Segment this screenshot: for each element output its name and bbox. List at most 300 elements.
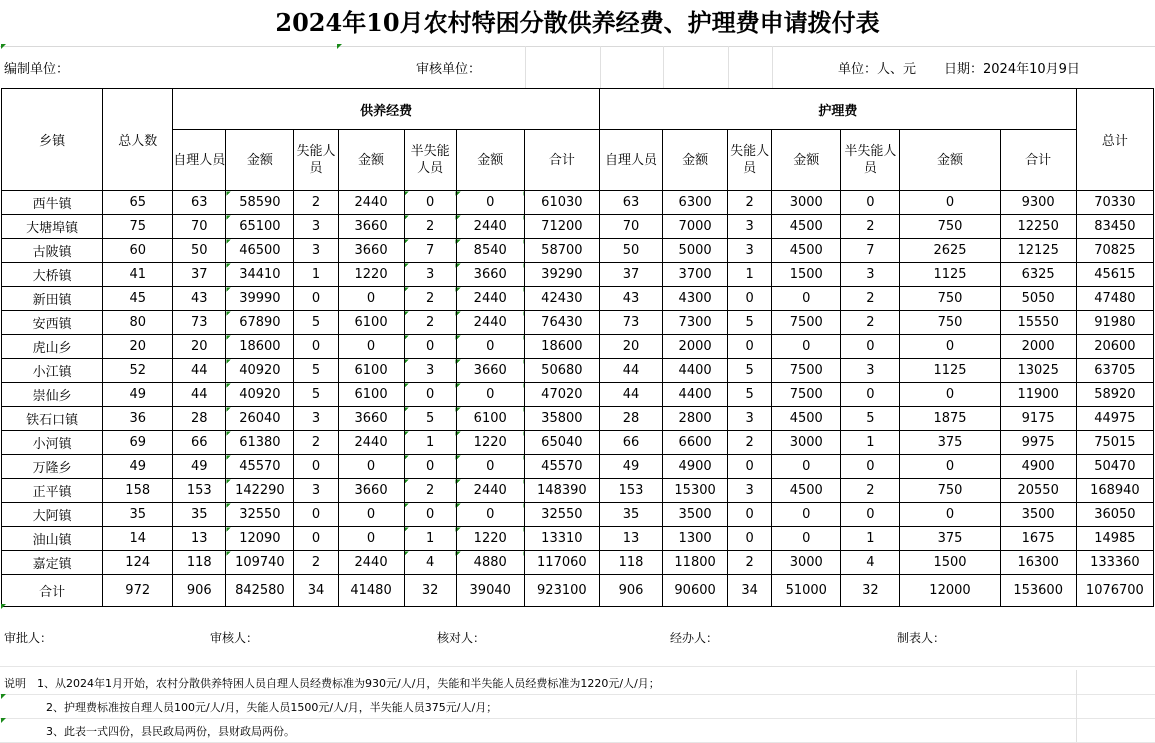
- cell-care-semi-disabled-amount: 750: [900, 287, 1000, 311]
- cell-total-people: 35: [103, 503, 173, 527]
- cell-care-disabled-count: 2: [728, 551, 772, 575]
- header-amount: 金额: [772, 130, 841, 191]
- cell-self-care-amount: 65100: [226, 215, 294, 239]
- cell-total-people: 69: [103, 431, 173, 455]
- cell-disabled-amount: 1220: [338, 263, 404, 287]
- cell-care-semi-disabled-count: 2: [841, 287, 900, 311]
- header-semi-disabled: 半失能人员: [841, 130, 900, 191]
- cell-care-self-care-amount: 4900: [663, 455, 728, 479]
- cell-care-self-care-count: 63: [599, 191, 662, 215]
- cell-care-self-care-count: 44: [599, 359, 662, 383]
- cell-self-care-amount: 34410: [226, 263, 294, 287]
- cell-care-semi-disabled-amount: 2625: [900, 239, 1000, 263]
- cell-semi-disabled-amount: 2440: [456, 287, 524, 311]
- cell-semi-disabled-count: 0: [404, 455, 456, 479]
- cell-care-subtotal: 12125: [1000, 239, 1076, 263]
- total-semi-disabled-count: 32: [404, 575, 456, 607]
- cell-care-disabled-amount: 4500: [772, 479, 841, 503]
- cell-town: 小江镇: [2, 359, 103, 383]
- note-1: [0, 670, 1155, 695]
- cell-care-semi-disabled-amount: 750: [900, 479, 1000, 503]
- cell-care-disabled-count: 0: [728, 287, 772, 311]
- cell-disabled-amount: 6100: [338, 311, 404, 335]
- cell-care-disabled-amount: 0: [772, 527, 841, 551]
- cell-semi-disabled-count: 7: [404, 239, 456, 263]
- cell-disabled-amount: 0: [338, 287, 404, 311]
- cell-care-semi-disabled-amount: 1875: [900, 407, 1000, 431]
- cell-care-self-care-count: 66: [599, 431, 662, 455]
- header-care: 护理费: [599, 89, 1076, 130]
- cell-semi-disabled-count: 0: [404, 503, 456, 527]
- cell-self-care-count: 44: [173, 383, 226, 407]
- cell-care-self-care-count: 73: [599, 311, 662, 335]
- cell-self-care-amount: 12090: [226, 527, 294, 551]
- cell-self-care-amount: 46500: [226, 239, 294, 263]
- cell-disabled-count: 3: [294, 407, 338, 431]
- cell-self-care-amount: 40920: [226, 383, 294, 407]
- cell-grand-total: 45615: [1076, 263, 1153, 287]
- cell-care-semi-disabled-count: 2: [841, 311, 900, 335]
- cell-semi-disabled-count: 0: [404, 335, 456, 359]
- cell-care-self-care-amount: 4300: [663, 287, 728, 311]
- cell-total-people: 49: [103, 455, 173, 479]
- cell-care-semi-disabled-count: 0: [841, 503, 900, 527]
- cell-care-semi-disabled-count: 0: [841, 191, 900, 215]
- cell-care-subtotal: 16300: [1000, 551, 1076, 575]
- cell-self-care-count: 20: [173, 335, 226, 359]
- header-amount: 金额: [663, 130, 728, 191]
- cell-self-care-amount: 67890: [226, 311, 294, 335]
- cell-town: 万隆乡: [2, 455, 103, 479]
- cell-care-disabled-amount: 0: [772, 287, 841, 311]
- cell-care-semi-disabled-amount: 375: [900, 431, 1000, 455]
- note-text: 说明 1、从2024年1月开始，农村分散供养特困人员自理人员经费标准为930元/人/月，失能和半失能人员经费标准为1220元/人/月；: [4, 677, 660, 690]
- cell-total-people: 65: [103, 191, 173, 215]
- cell-disabled-count: 0: [294, 527, 338, 551]
- cell-grand-total: 36050: [1076, 503, 1153, 527]
- cell-care-disabled-count: 0: [728, 527, 772, 551]
- cell-disabled-amount: 0: [338, 335, 404, 359]
- cell-care-self-care-amount: 1300: [663, 527, 728, 551]
- cell-semi-disabled-count: 0: [404, 383, 456, 407]
- cell-disabled-amount: 3660: [338, 407, 404, 431]
- cell-semi-disabled-count: 0: [404, 191, 456, 215]
- total-care-disabled-count: 34: [728, 575, 772, 607]
- cell-town: 崇仙乡: [2, 383, 103, 407]
- cell-care-semi-disabled-amount: 375: [900, 527, 1000, 551]
- compiler-label: 编制单位：: [4, 62, 70, 77]
- cell-self-care-amount: 61380: [226, 431, 294, 455]
- note-2: [0, 694, 1155, 719]
- cell-town: 安西镇: [2, 311, 103, 335]
- cell-disabled-amount: 6100: [338, 383, 404, 407]
- cell-care-subtotal: 3500: [1000, 503, 1076, 527]
- cell-disabled-amount: 2440: [338, 191, 404, 215]
- date-label: 日期：2024年10月9日: [944, 62, 1080, 77]
- cell-care-semi-disabled-amount: 0: [900, 455, 1000, 479]
- cell-self-care-count: 118: [173, 551, 226, 575]
- table-row: [2, 215, 1154, 239]
- cell-self-care-amount: 40920: [226, 359, 294, 383]
- cell-semi-disabled-count: 3: [404, 263, 456, 287]
- header-amount: 金额: [456, 130, 524, 191]
- total-care-semi-disabled-count: 32: [841, 575, 900, 607]
- cell-self-care-count: 13: [173, 527, 226, 551]
- allocation-table: [1, 88, 1154, 607]
- cell-care-self-care-count: 70: [599, 215, 662, 239]
- cell-care-subtotal: 1675: [1000, 527, 1076, 551]
- cell-support-subtotal: 13310: [524, 527, 599, 551]
- info-row: [0, 46, 1155, 88]
- total-grand-total: 1076700: [1076, 575, 1153, 607]
- cell-grand-total: 63705: [1076, 359, 1153, 383]
- cell-care-semi-disabled-amount: 0: [900, 335, 1000, 359]
- cell-care-self-care-count: 118: [599, 551, 662, 575]
- total-support-subtotal: 923100: [524, 575, 599, 607]
- note-3: [0, 718, 1155, 743]
- cell-town: 西牛镇: [2, 191, 103, 215]
- cell-semi-disabled-amount: 1220: [456, 527, 524, 551]
- cell-support-subtotal: 47020: [524, 383, 599, 407]
- cell-semi-disabled-amount: 2440: [456, 479, 524, 503]
- maker-label: 制表人：: [897, 631, 946, 645]
- cell-care-self-care-count: 20: [599, 335, 662, 359]
- cell-total-people: 60: [103, 239, 173, 263]
- table-row: [2, 287, 1154, 311]
- cell-grand-total: 91980: [1076, 311, 1153, 335]
- cell-care-self-care-count: 35: [599, 503, 662, 527]
- cell-town: 虎山乡: [2, 335, 103, 359]
- cell-care-subtotal: 4900: [1000, 455, 1076, 479]
- cell-disabled-amount: 0: [338, 503, 404, 527]
- cell-marker-icon: [1, 694, 6, 699]
- cell-care-disabled-amount: 3000: [772, 551, 841, 575]
- reviewer-label: 审核单位：: [416, 62, 482, 77]
- cell-semi-disabled-amount: 0: [456, 503, 524, 527]
- total-care-self-care-count: 906: [599, 575, 662, 607]
- cell-grand-total: 168940: [1076, 479, 1153, 503]
- cell-care-semi-disabled-count: 1: [841, 431, 900, 455]
- cell-total-people: 52: [103, 359, 173, 383]
- cell-care-self-care-count: 43: [599, 287, 662, 311]
- cell-care-semi-disabled-count: 2: [841, 215, 900, 239]
- unit-label: 单位：人、元: [838, 62, 917, 77]
- cell-care-semi-disabled-amount: 750: [900, 311, 1000, 335]
- cell-semi-disabled-count: 2: [404, 215, 456, 239]
- cell-town: 小河镇: [2, 431, 103, 455]
- cell-care-disabled-count: 2: [728, 431, 772, 455]
- cell-self-care-amount: 32550: [226, 503, 294, 527]
- cell-care-self-care-amount: 2000: [663, 335, 728, 359]
- cell-semi-disabled-amount: 0: [456, 335, 524, 359]
- total-self-care-count: 906: [173, 575, 226, 607]
- header-subtotal: 合计: [1000, 130, 1076, 191]
- cell-grand-total: 83450: [1076, 215, 1153, 239]
- cell-grand-total: 47480: [1076, 287, 1153, 311]
- cell-care-disabled-amount: 4500: [772, 215, 841, 239]
- cell-care-self-care-amount: 3500: [663, 503, 728, 527]
- cell-care-disabled-count: 2: [728, 191, 772, 215]
- cell-care-self-care-count: 49: [599, 455, 662, 479]
- cell-disabled-amount: 2440: [338, 551, 404, 575]
- header-self-care: 自理人员: [599, 130, 662, 191]
- table-row: [2, 407, 1154, 431]
- cell-semi-disabled-count: 4: [404, 551, 456, 575]
- cell-care-semi-disabled-amount: 750: [900, 215, 1000, 239]
- cell-disabled-count: 0: [294, 455, 338, 479]
- cell-care-subtotal: 13025: [1000, 359, 1076, 383]
- cell-self-care-amount: 109740: [226, 551, 294, 575]
- cell-semi-disabled-count: 3: [404, 359, 456, 383]
- cell-disabled-count: 5: [294, 311, 338, 335]
- header-semi-disabled: 半失能人员: [404, 130, 456, 191]
- cell-self-care-amount: 58590: [226, 191, 294, 215]
- header-grand-total: 总计: [1076, 89, 1153, 191]
- cell-care-semi-disabled-count: 7: [841, 239, 900, 263]
- cell-semi-disabled-amount: 0: [456, 383, 524, 407]
- cell-self-care-amount: 18600: [226, 335, 294, 359]
- table-row: [2, 551, 1154, 575]
- note-text: 2、护理费标准按自理人员100元/人/月，失能人员1500元/人/月，半失能人员375元/人/月；: [46, 701, 498, 714]
- cell-support-subtotal: 61030: [524, 191, 599, 215]
- table-row: [2, 335, 1154, 359]
- cell-total-people: 36: [103, 407, 173, 431]
- cell-care-disabled-count: 1: [728, 263, 772, 287]
- cell-care-semi-disabled-count: 0: [841, 335, 900, 359]
- cell-care-disabled-count: 5: [728, 359, 772, 383]
- cell-support-subtotal: 50680: [524, 359, 599, 383]
- table-row: [2, 359, 1154, 383]
- cell-care-disabled-count: 5: [728, 311, 772, 335]
- cell-care-self-care-amount: 6300: [663, 191, 728, 215]
- cell-self-care-count: 43: [173, 287, 226, 311]
- cell-disabled-count: 2: [294, 431, 338, 455]
- cell-care-disabled-amount: 1500: [772, 263, 841, 287]
- cell-total-people: 49: [103, 383, 173, 407]
- cell-care-semi-disabled-amount: 1500: [900, 551, 1000, 575]
- cell-semi-disabled-amount: 2440: [456, 215, 524, 239]
- cell-town: 大桥镇: [2, 263, 103, 287]
- cell-care-semi-disabled-amount: 1125: [900, 263, 1000, 287]
- cell-disabled-amount: 0: [338, 527, 404, 551]
- table-row: [2, 263, 1154, 287]
- cell-total-people: 45: [103, 287, 173, 311]
- cell-disabled-amount: 3660: [338, 239, 404, 263]
- note-text: 3、此表一式四份，县民政局两份，县财政局两份。: [46, 725, 295, 738]
- cell-total-people: 20: [103, 335, 173, 359]
- header-self-care: 自理人员: [173, 130, 226, 191]
- cell-care-disabled-amount: 7500: [772, 359, 841, 383]
- handler-label: 经办人：: [670, 631, 719, 645]
- cell-support-subtotal: 148390: [524, 479, 599, 503]
- total-town: 合计: [2, 575, 103, 607]
- cell-support-subtotal: 65040: [524, 431, 599, 455]
- cell-care-subtotal: 12250: [1000, 215, 1076, 239]
- cell-care-disabled-count: 0: [728, 503, 772, 527]
- cell-disabled-count: 0: [294, 287, 338, 311]
- cell-care-disabled-count: 3: [728, 479, 772, 503]
- cell-grand-total: 133360: [1076, 551, 1153, 575]
- cell-semi-disabled-count: 1: [404, 527, 456, 551]
- total-row: [2, 575, 1154, 607]
- cell-disabled-count: 5: [294, 359, 338, 383]
- page-title: 2024年10月农村特困分散供养经费、护理费申请拨付表: [275, 8, 880, 37]
- cell-care-subtotal: 9300: [1000, 191, 1076, 215]
- cell-care-disabled-amount: 4500: [772, 239, 841, 263]
- cell-care-semi-disabled-count: 1: [841, 527, 900, 551]
- cell-semi-disabled-amount: 4880: [456, 551, 524, 575]
- cell-disabled-count: 2: [294, 551, 338, 575]
- cell-care-disabled-amount: 0: [772, 335, 841, 359]
- cell-semi-disabled-count: 2: [404, 311, 456, 335]
- cell-care-disabled-amount: 0: [772, 503, 841, 527]
- cell-care-disabled-count: 3: [728, 407, 772, 431]
- cell-disabled-count: 1: [294, 263, 338, 287]
- cell-care-self-care-count: 44: [599, 383, 662, 407]
- cell-self-care-count: 49: [173, 455, 226, 479]
- cell-care-self-care-amount: 2800: [663, 407, 728, 431]
- header-subtotal: 合计: [524, 130, 599, 191]
- cell-disabled-amount: 6100: [338, 359, 404, 383]
- cell-marker-icon: [1, 718, 6, 723]
- table-row: [2, 191, 1154, 215]
- cell-total-people: 158: [103, 479, 173, 503]
- cell-grand-total: 58920: [1076, 383, 1153, 407]
- cell-semi-disabled-amount: 2440: [456, 311, 524, 335]
- cell-care-self-care-count: 153: [599, 479, 662, 503]
- cell-disabled-count: 0: [294, 503, 338, 527]
- total-self-care-amount: 842580: [226, 575, 294, 607]
- cell-marker-icon: [1, 604, 6, 609]
- cell-care-self-care-amount: 7300: [663, 311, 728, 335]
- total-care-subtotal: 153600: [1000, 575, 1076, 607]
- cell-town: 正平镇: [2, 479, 103, 503]
- cell-care-semi-disabled-amount: 0: [900, 191, 1000, 215]
- cell-care-disabled-count: 0: [728, 455, 772, 479]
- auditor-label: 审核人：: [210, 631, 259, 645]
- cell-self-care-amount: 45570: [226, 455, 294, 479]
- cell-town: 油山镇: [2, 527, 103, 551]
- cell-care-self-care-count: 13: [599, 527, 662, 551]
- cell-total-people: 41: [103, 263, 173, 287]
- cell-self-care-count: 37: [173, 263, 226, 287]
- header-amount: 金额: [338, 130, 404, 191]
- cell-disabled-count: 5: [294, 383, 338, 407]
- cell-semi-disabled-amount: 1220: [456, 431, 524, 455]
- table-row: [2, 311, 1154, 335]
- cell-care-self-care-count: 28: [599, 407, 662, 431]
- cell-care-self-care-amount: 4400: [663, 383, 728, 407]
- cell-care-disabled-count: 5: [728, 383, 772, 407]
- cell-care-self-care-amount: 15300: [663, 479, 728, 503]
- cell-support-subtotal: 71200: [524, 215, 599, 239]
- cell-care-self-care-count: 50: [599, 239, 662, 263]
- cell-semi-disabled-amount: 3660: [456, 359, 524, 383]
- cell-support-subtotal: 35800: [524, 407, 599, 431]
- cell-support-subtotal: 45570: [524, 455, 599, 479]
- cell-care-semi-disabled-count: 3: [841, 263, 900, 287]
- header-amount: 金额: [900, 130, 1000, 191]
- approver-label: 审批人：: [4, 631, 53, 645]
- cell-town: 铁石口镇: [2, 407, 103, 431]
- cell-care-semi-disabled-count: 0: [841, 383, 900, 407]
- cell-care-disabled-count: 0: [728, 335, 772, 359]
- cell-town: 古陂镇: [2, 239, 103, 263]
- cell-grand-total: 70330: [1076, 191, 1153, 215]
- cell-disabled-amount: 3660: [338, 479, 404, 503]
- cell-town: 大塘埠镇: [2, 215, 103, 239]
- cell-self-care-count: 50: [173, 239, 226, 263]
- cell-self-care-count: 70: [173, 215, 226, 239]
- cell-semi-disabled-amount: 8540: [456, 239, 524, 263]
- cell-grand-total: 75015: [1076, 431, 1153, 455]
- cell-self-care-count: 44: [173, 359, 226, 383]
- cell-support-subtotal: 117060: [524, 551, 599, 575]
- cell-care-self-care-amount: 5000: [663, 239, 728, 263]
- cell-care-subtotal: 2000: [1000, 335, 1076, 359]
- cell-grand-total: 50470: [1076, 455, 1153, 479]
- total-disabled-amount: 41480: [338, 575, 404, 607]
- cell-care-disabled-amount: 3000: [772, 191, 841, 215]
- cell-support-subtotal: 32550: [524, 503, 599, 527]
- cell-grand-total: 44975: [1076, 407, 1153, 431]
- title-row: [0, 0, 1155, 47]
- table-row: [2, 431, 1154, 455]
- cell-care-subtotal: 20550: [1000, 479, 1076, 503]
- cell-self-care-count: 35: [173, 503, 226, 527]
- cell-total-people: 80: [103, 311, 173, 335]
- cell-disabled-count: 3: [294, 215, 338, 239]
- cell-self-care-amount: 39990: [226, 287, 294, 311]
- cell-care-self-care-amount: 6600: [663, 431, 728, 455]
- cell-care-semi-disabled-count: 0: [841, 455, 900, 479]
- cell-care-disabled-amount: 4500: [772, 407, 841, 431]
- cell-self-care-count: 63: [173, 191, 226, 215]
- cell-care-subtotal: 5050: [1000, 287, 1076, 311]
- cell-disabled-amount: 3660: [338, 215, 404, 239]
- cell-semi-disabled-count: 5: [404, 407, 456, 431]
- cell-self-care-amount: 26040: [226, 407, 294, 431]
- cell-care-self-care-amount: 11800: [663, 551, 728, 575]
- cell-grand-total: 20600: [1076, 335, 1153, 359]
- cell-care-semi-disabled-amount: 1125: [900, 359, 1000, 383]
- cell-support-subtotal: 42430: [524, 287, 599, 311]
- cell-town: 大阿镇: [2, 503, 103, 527]
- cell-care-disabled-count: 3: [728, 215, 772, 239]
- cell-care-self-care-amount: 3700: [663, 263, 728, 287]
- cell-care-semi-disabled-count: 3: [841, 359, 900, 383]
- cell-semi-disabled-amount: 6100: [456, 407, 524, 431]
- cell-care-semi-disabled-amount: 0: [900, 383, 1000, 407]
- cell-care-disabled-amount: 3000: [772, 431, 841, 455]
- cell-self-care-amount: 142290: [226, 479, 294, 503]
- header-disabled: 失能人员: [728, 130, 772, 191]
- cell-care-self-care-amount: 4400: [663, 359, 728, 383]
- cell-care-subtotal: 15550: [1000, 311, 1076, 335]
- cell-care-semi-disabled-amount: 0: [900, 503, 1000, 527]
- table-row: [2, 503, 1154, 527]
- cell-care-subtotal: 9175: [1000, 407, 1076, 431]
- total-semi-disabled-amount: 39040: [456, 575, 524, 607]
- cell-town: 新田镇: [2, 287, 103, 311]
- cell-disabled-amount: 0: [338, 455, 404, 479]
- cell-total-people: 124: [103, 551, 173, 575]
- cell-grand-total: 70825: [1076, 239, 1153, 263]
- cell-care-subtotal: 11900: [1000, 383, 1076, 407]
- cell-self-care-count: 153: [173, 479, 226, 503]
- cell-care-self-care-amount: 7000: [663, 215, 728, 239]
- cell-disabled-count: 3: [294, 479, 338, 503]
